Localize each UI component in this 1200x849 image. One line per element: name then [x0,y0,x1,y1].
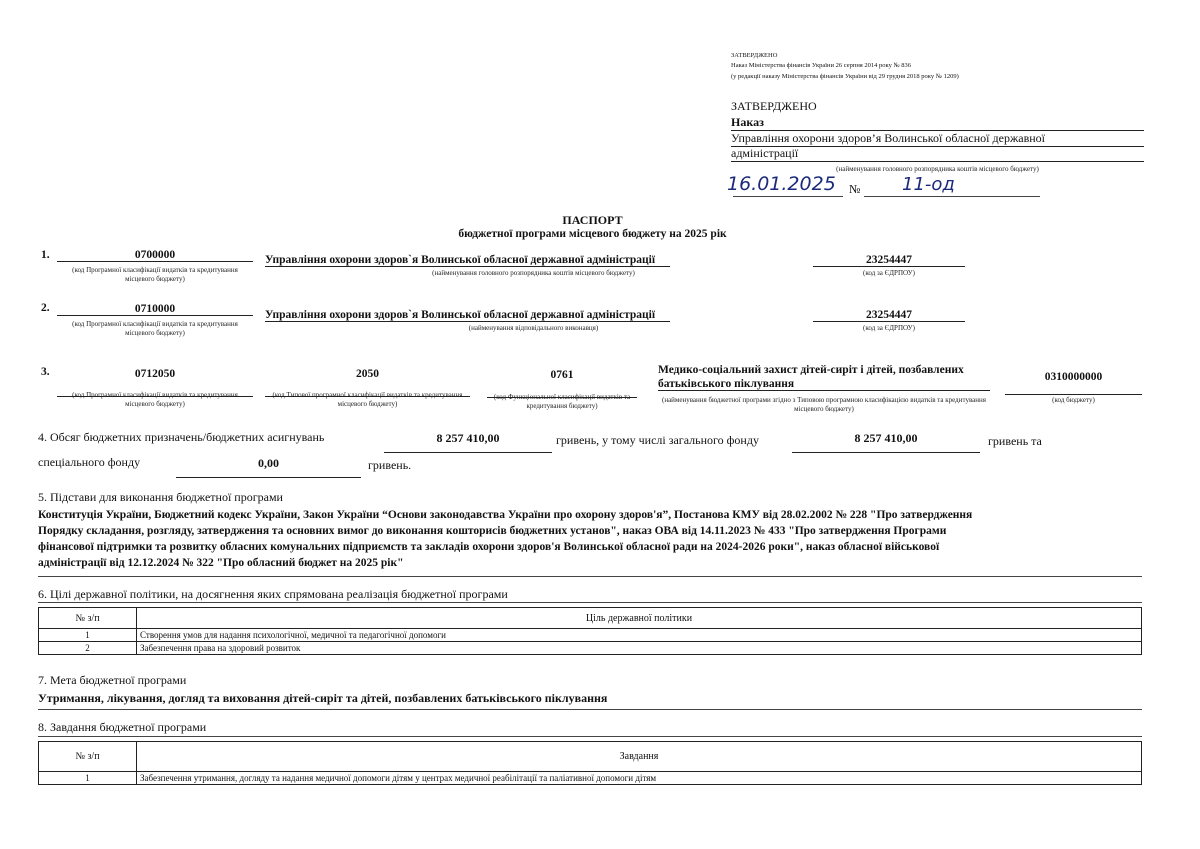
table-row [39,642,1142,655]
row3-typical-caption: (код Типової програмної класифікації видатків та кредитування місцевого бюджету) [272,391,463,408]
row1-code-caption: (код Програмної класифікації видатків та кредитування місцевого бюджету) [72,266,238,283]
page-title: ПАСПОРТ [562,213,623,227]
row3-budget-caption: (код бюджету) [1052,396,1095,404]
row3-name-caption: (найменування бюджетної програми згідно з Типовою програмною класифікацією видатків та кредитування місцевого бюджету) [662,396,986,413]
approval-top-line1: Наказ Міністерства фінансів України 26 серпня 2014 року № 836 [731,62,912,69]
section4-special-label: спеціального фонду [38,455,141,469]
section4-total: 8 257 410,00 [384,431,552,453]
section6-row1-num: 1 [39,629,137,642]
row1-edrpou-caption: (код за ЄДРПОУ) [863,269,915,277]
approval-order: Наказ [731,115,1144,131]
section4-special: 0,00 [176,456,361,478]
row3-functional-caption: (код Функціональної класифікації видатків та кредитування бюджету) [493,393,631,410]
section7-label: 7. Мета бюджетної програми [38,673,187,687]
section6-col-num: № з/п [39,608,137,629]
row3-budget-code: 0310000000 [1005,371,1142,395]
approval-org-line2: адміністрації [731,146,1144,162]
row3-name-line1: Медико-соціальний захист дітей-сиріт і дітей, позбавлених [658,364,964,376]
section8-col-num: № з/п [39,742,137,772]
section5-label: 5. Підстави для виконання бюджетної програми [38,490,283,504]
row1-name: Управління охорони здоров`я Волинської обласної державної адміністрації [265,254,670,267]
section6-table [38,607,1142,655]
section8-row1-num: 1 [39,772,137,785]
row2-edrpou: 23254447 [813,309,965,322]
row2-name: Управління охорони здоров`я Волинської обласної державної адміністрації [265,309,670,322]
section5-line3: фінансової підтримки та розвитку обласних комунальних підприємств та закладів охорони здоров'я Волинської обласної ради на 2024-2026 роки", наказ обласної військової [38,541,940,553]
page-subtitle: бюджетної програми місцевого бюджету на 2025 рік [458,228,727,240]
approval-org-line1: Управління охорони здоров’я Волинської обласної державної [731,131,1144,147]
row2-name-caption: (найменування відповідального виконавця) [468,324,599,332]
approval-top-title: ЗАТВЕРДЖЕНО [731,52,778,59]
section5-line1: Конституція України, Бюджетний кодекс України, Закон України “Основи законодавства України про охорону здоров'я”, Постанова КМУ від 28.02.2002 № 228 "Про затвердження [38,509,973,521]
section4-mid-text: гривень, у тому числі загального фонду [556,433,759,447]
row3-name-line2: батьківського піклування [658,378,990,391]
section7-text: Утримання, лікування, догляд та виховання дітей-сиріт та дітей, позбавлених батьківського піклування [38,691,608,705]
row1-code: 0700000 [57,249,253,262]
section4-end-text: гривень та [988,434,1042,448]
approval-org-caption: (найменування головного розпорядника коштів місцевого бюджету) [836,165,1039,173]
row2-code-caption: (код Програмної класифікації видатків та кредитування місцевого бюджету) [72,320,238,337]
approval-date: 16.01.2025 [727,173,836,195]
section5-line2: Порядку складання, розгляду, затвердження та основних вимог до виконання кошторисів бюджетних установ", наказ ОВА від 14.11.2023 № 433 "Про затвердження Програми [38,525,947,537]
row2-num: 2. [41,302,50,314]
section6-col-goal: Ціль державної політики [137,608,1142,629]
section8-row1-text: Забезпечення утримання, догляду та надання медичної допомоги дітям у центрах медичної реабілітації та паліативної допомоги дітям [137,772,1142,785]
row3-functional: 0761 [487,369,637,398]
row3-code: 0712050 [57,368,253,397]
approval-number: 11-од [902,174,955,195]
table-row [39,772,1142,785]
section6-row1-text: Створення умов для надання психологічної, медичної та педагогічної допомоги [137,629,1142,642]
row2-code: 0710000 [57,303,253,316]
section8-label: 8. Завдання бюджетної програми [38,720,207,734]
section5-line4: адміністрації від 12.12.2024 № 322 "Про обласний бюджет на 2025 рік" [38,557,404,569]
section6-row2-text: Забезпечення права на здоровий розвиток [137,642,1142,655]
table-row [39,629,1142,642]
approval-title: ЗАТВЕРДЖЕНО [731,99,817,113]
section8-col-task: Завдання [137,742,1142,772]
row1-num: 1. [41,249,50,261]
approval-top-line2: (у редакції наказу Міністерства фінансів України від 29 грудня 2018 року № 1209) [731,73,959,80]
row1-edrpou: 23254447 [813,254,965,267]
section8-table [38,741,1142,785]
row3-typical: 2050 [265,368,470,397]
section4-general: 8 257 410,00 [792,431,980,453]
section6-label: 6. Цілі державної політики, на досягнення яких спрямована реалізація бюджетної програми [38,587,508,601]
section4-label: 4. Обсяг бюджетних призначень/бюджетних асигнувань [38,430,325,444]
approval-number-sign: № [849,182,861,196]
row2-edrpou-caption: (код за ЄДРПОУ) [863,324,915,332]
row1-name-caption: (найменування головного розпорядника коштів місцевого бюджету) [432,269,635,277]
row3-num: 3. [41,366,50,378]
section6-row2-num: 2 [39,642,137,655]
section4-special-end: гривень. [368,458,412,472]
row3-code-caption: (код Програмної класифікації видатків та кредитування місцевого бюджету) [72,391,238,408]
